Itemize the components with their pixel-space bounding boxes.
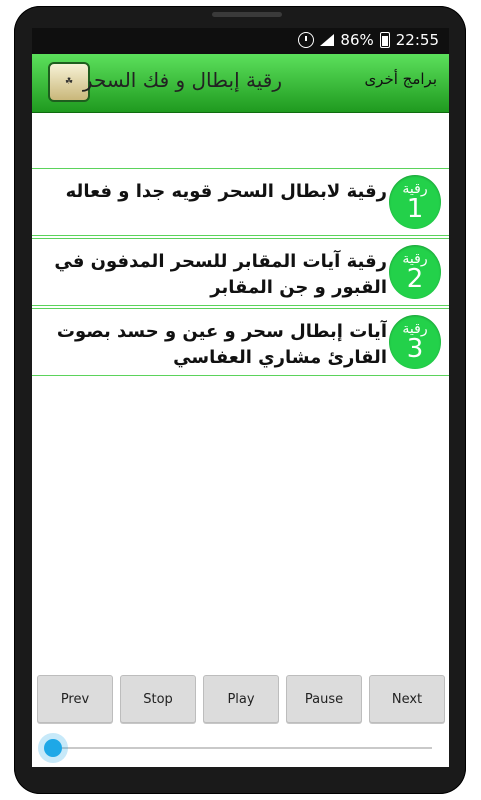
badge-number: 3 [406,334,424,364]
ruqya-badge [389,315,441,369]
stop-button[interactable]: Stop [120,675,196,723]
badge-word: رقية [402,181,428,197]
status-time: 22:55 [395,31,439,49]
badge-number: 2 [406,264,424,294]
next-button[interactable]: Next [369,675,445,723]
player-controls [37,675,445,723]
signal-icon [320,34,334,46]
slider-thumb[interactable] [44,739,62,757]
list-item-text: آيات إبطال سحر و عين و حسد بصوت القارئ مشاري العفاسي [56,321,387,368]
ruqya-badge [389,175,441,229]
badge-word: رقية [402,321,428,337]
other-apps-link[interactable]: برامج أخرى [364,70,437,88]
status-bar [32,28,449,54]
app-screen [32,28,449,767]
alarm-icon [298,32,314,48]
badge-word: رقية [402,251,428,267]
list-item-1[interactable] [32,168,449,236]
phone-speaker [212,12,282,17]
ruqya-badge [389,245,441,299]
app-bar [32,54,449,113]
prev-button[interactable]: Prev [37,675,113,723]
list-item-2[interactable] [32,238,449,306]
play-button[interactable]: Play [203,675,279,723]
list-item-text: رقية آيات المقابر للسحر المدفون في القبور و جن المقابر [54,251,387,298]
app-logo-text: ☘ [64,77,74,87]
list-item-text: رقية لابطال السحر قويه جدا و فعاله [65,181,387,202]
badge-number: 1 [406,194,424,224]
slider-track [54,747,432,749]
list-item-3[interactable] [32,308,449,376]
list-spacer [32,112,449,168]
pause-button[interactable]: Pause [286,675,362,723]
battery-icon [380,32,390,48]
battery-percent: 86% [340,31,374,49]
status-right [298,31,439,49]
app-title: رقية إبطال و فك السحر [82,68,282,92]
playback-slider[interactable] [44,742,432,754]
content-area [32,112,449,378]
